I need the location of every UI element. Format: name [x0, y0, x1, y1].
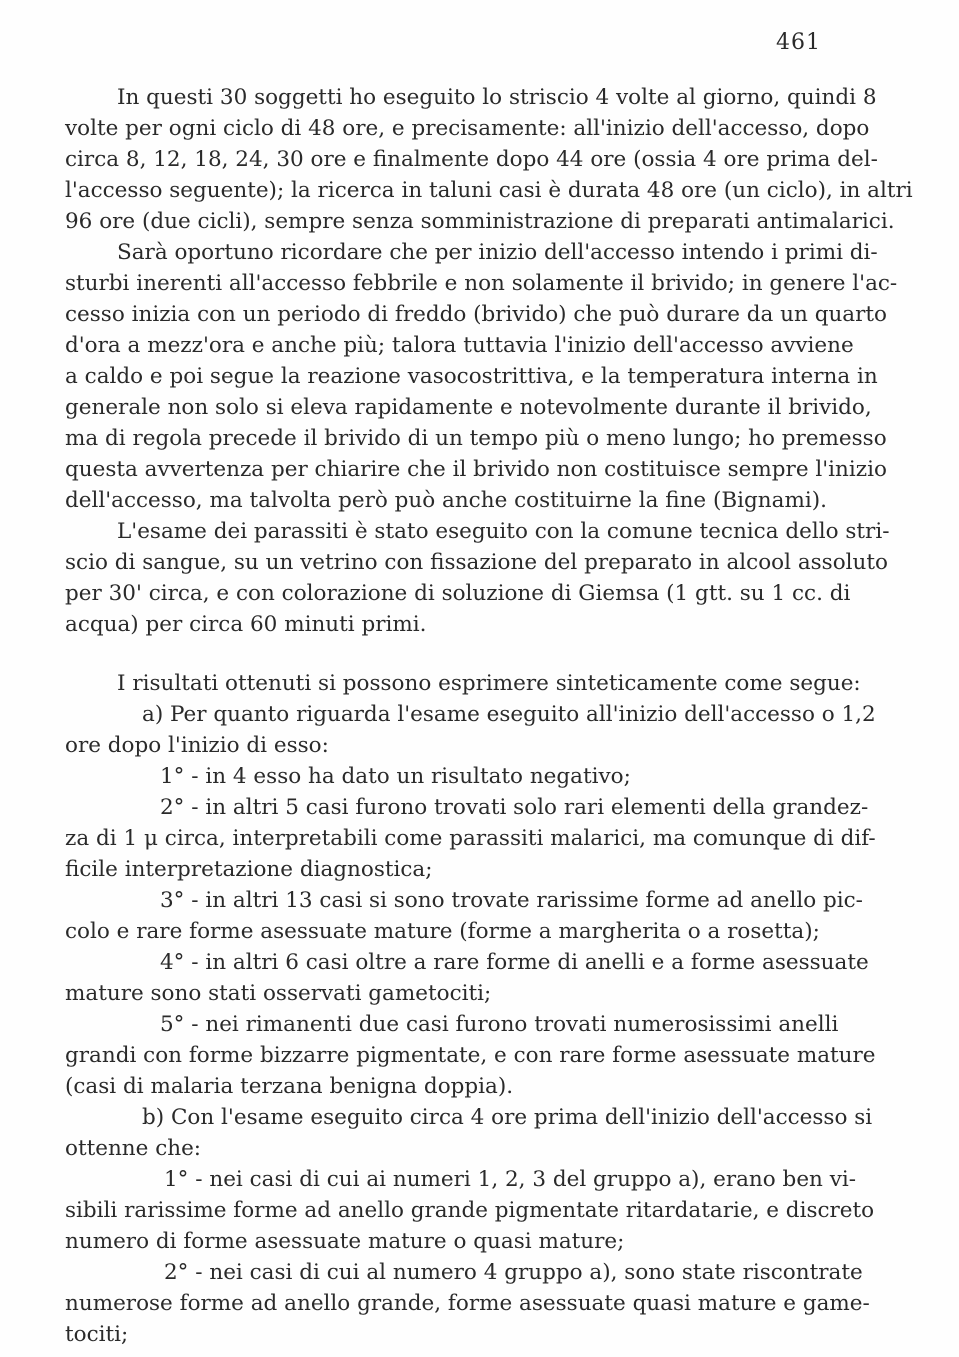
text-line: numero di forme asessuate mature o quasi mature;	[65, 1229, 625, 1254]
text-line: 5° - nei rimanenti due casi furono trovati numerosissimi anelli	[160, 1012, 839, 1037]
text-line: (casi di malaria terzana benigna doppia).	[65, 1074, 514, 1099]
text-line: volte per ogni ciclo di 48 ore, e precisamente: all'inizio dell'accesso, dopo	[65, 116, 870, 141]
text-line: Sarà oportuno ricordare che per inizio dell'accesso intendo i primi di-	[117, 240, 878, 265]
text-line: circa 8, 12, 18, 24, 30 ore e finalmente dopo 44 ore (ossia 4 ore prima del-	[65, 147, 878, 172]
text-line: tociti;	[65, 1322, 129, 1347]
text-line: colo e rare forme asessuate mature (forme a margherita o a rosetta);	[65, 919, 820, 944]
text-line: ficile interpretazione diagnostica;	[65, 857, 433, 882]
text-line: 2° - nei casi di cui al numero 4 gruppo a), sono state riscontrate	[164, 1260, 863, 1285]
text-line: b) Con l'esame eseguito circa 4 ore prima dell'inizio dell'accesso si	[142, 1105, 873, 1130]
text-line: scio di sangue, su un vetrino con fissazione del preparato in alcool assoluto	[65, 550, 888, 575]
text-line: 4° - in altri 6 casi oltre a rare forme di anelli e a forme asessuate	[160, 950, 869, 975]
text-line: za di 1 μ circa, interpretabili come parassiti malarici, ma comunque di dif-	[65, 826, 876, 851]
text-line: 1° - nei casi di cui ai numeri 1, 2, 3 del gruppo a), erano ben vi-	[164, 1167, 857, 1192]
text-line: grandi con forme bizzarre pigmentate, e con rare forme asessuate mature	[65, 1043, 876, 1068]
text-line: l'accesso seguente); la ricerca in taluni casi è durata 48 ore (un ciclo), in altri	[65, 178, 913, 203]
text-line: d'ora a mezz'ora e anche più; talora tuttavia l'inizio dell'accesso avviene	[65, 333, 854, 358]
text-line: dell'accesso, ma talvolta però può anche costituirne la fine (Bignami).	[65, 488, 827, 513]
text-line: per 30' circa, e con colorazione di soluzione di Giemsa (1 gtt. su 1 cc. di	[65, 581, 851, 606]
text-line: numerose forme ad anello grande, forme asessuate quasi mature e game-	[65, 1291, 870, 1316]
text-line: sturbi inerenti all'accesso febbrile e non solamente il brivido; in genere l'ac-	[65, 271, 898, 296]
text-line: 96 ore (due cicli), sempre senza somministrazione di preparati antimalarici.	[65, 209, 895, 234]
text-line: ma di regola precede il brivido di un tempo più o meno lungo; ho premesso	[65, 426, 887, 451]
text-line: acqua) per circa 60 minuti primi.	[65, 612, 427, 637]
text-line: cesso inizia con un periodo di freddo (brivido) che può durare da un quarto	[65, 302, 887, 327]
text-line: ottenne che:	[65, 1136, 202, 1161]
text-line: In questi 30 soggetti ho eseguito lo striscio 4 volte al giorno, quindi 8	[117, 85, 877, 110]
text-line: I risultati ottenuti si possono esprimere sinteticamente come segue:	[117, 671, 861, 696]
text-line: 2° - in altri 5 casi furono trovati solo rari elementi della grandez-	[160, 795, 869, 820]
page-number: 461	[776, 30, 821, 55]
text-line: sibili rarissime forme ad anello grande pigmentate ritardatarie, e discreto	[65, 1198, 875, 1223]
text-line: a caldo e poi segue la reazione vasocostrittiva, e la temperatura interna in	[65, 364, 878, 389]
text-line: generale non solo si eleva rapidamente e notevolmente durante il brivido,	[65, 395, 872, 420]
text-line: ore dopo l'inizio di esso:	[65, 733, 329, 758]
text-line: 1° - in 4 esso ha dato un risultato negativo;	[160, 764, 631, 789]
text-line: 3° - in altri 13 casi si sono trovate rarissime forme ad anello pic-	[160, 888, 863, 913]
text-line: a) Per quanto riguarda l'esame eseguito all'inizio dell'accesso o 1,2	[142, 702, 876, 727]
text-line: mature sono stati osservati gametociti;	[65, 981, 492, 1006]
text-line: questa avvertenza per chiarire che il brivido non costituisce sempre l'inizio	[65, 457, 887, 482]
text-line: L'esame dei parassiti è stato eseguito con la comune tecnica dello stri-	[117, 519, 890, 544]
